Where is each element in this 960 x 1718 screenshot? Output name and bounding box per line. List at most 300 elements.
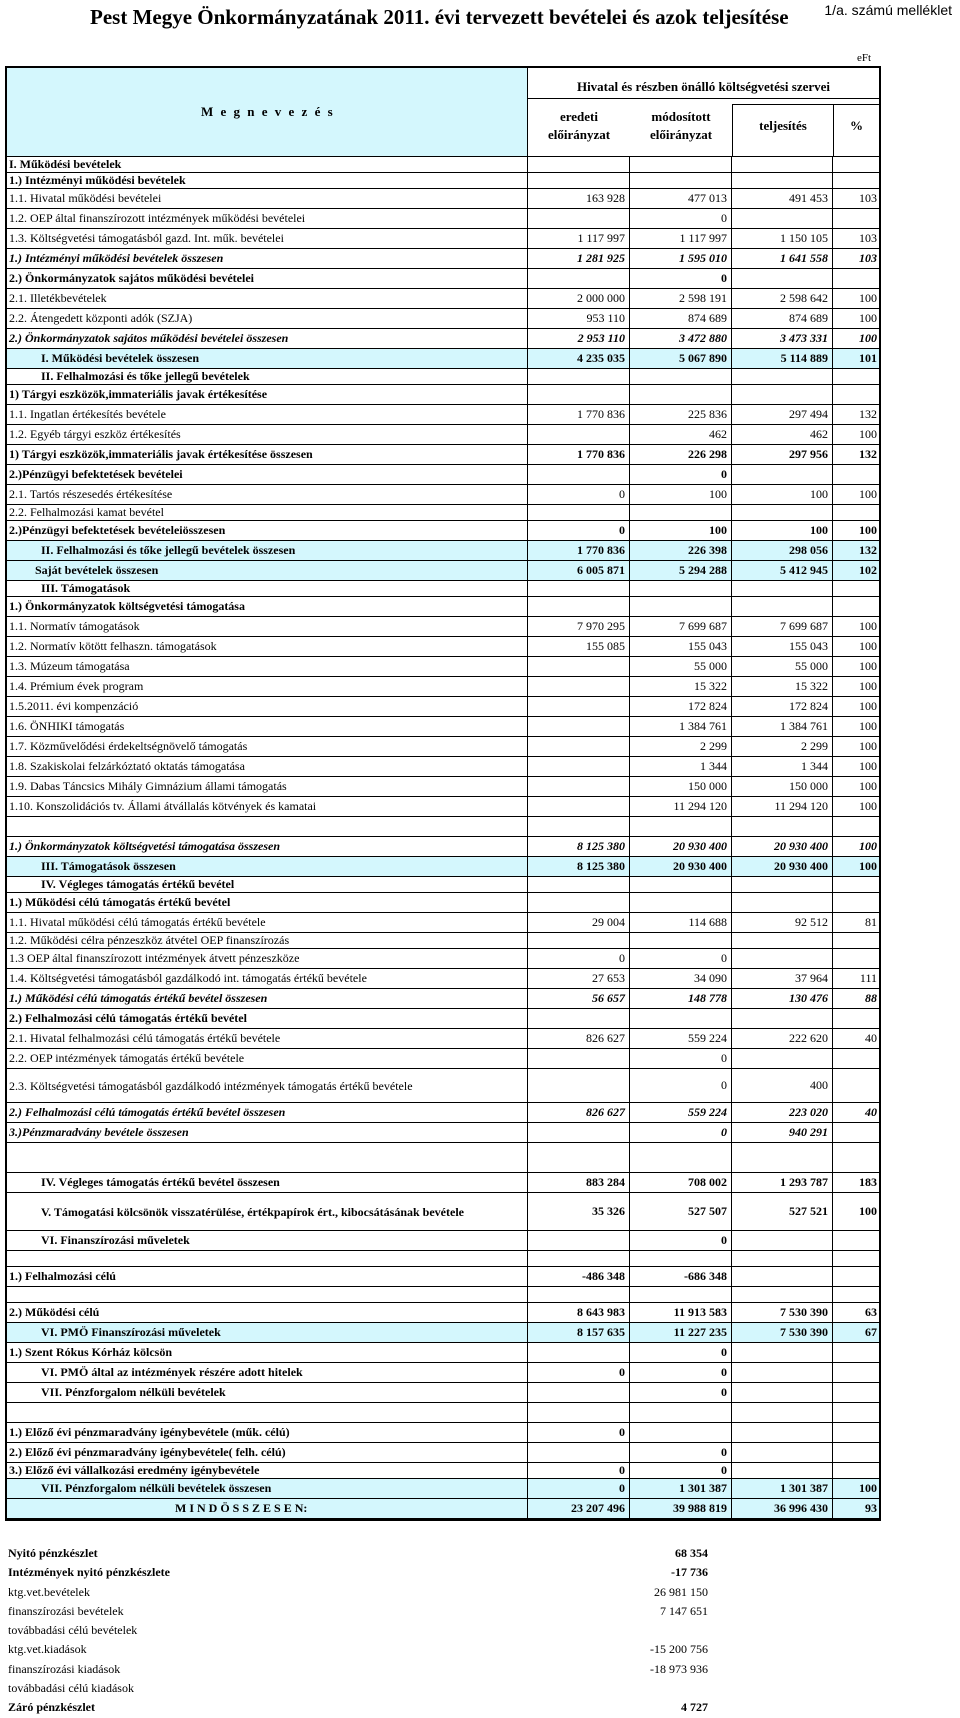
table-row: [7, 229, 879, 249]
table-row: [7, 1029, 879, 1049]
modified-estimate-cell: 100: [629, 521, 731, 540]
fulfillment-cell: 298 056: [731, 541, 832, 560]
row-label: VI. PMÖ Finanszírozási műveletek: [41, 1325, 221, 1339]
original-estimate-cell: 2 000 000: [527, 289, 629, 308]
original-estimate-cell: [527, 369, 629, 384]
table-row: [7, 1143, 879, 1173]
row-label: 1.2. Egyéb tárgyi eszköz értékesítés: [9, 427, 181, 441]
original-estimate-cell: [527, 1143, 629, 1172]
modified-estimate-cell: 55 000: [629, 657, 731, 676]
modified-estimate-cell: [629, 877, 731, 892]
modified-estimate-cell: 0: [629, 1443, 731, 1462]
page-title: Pest Megye Önkormányzatának 2011. évi tervezett bevételei és azok teljesítése: [90, 5, 789, 29]
fulfillment-cell: 7 530 390: [731, 1303, 832, 1322]
percent-cell: 100: [832, 697, 879, 716]
row-label: III. Támogatások összesen: [41, 859, 176, 873]
summary-label: ktg.vet.kiadások: [8, 1642, 87, 1657]
percent-cell: [832, 1267, 879, 1286]
row-label: IV. Végleges támogatás értékű bevétel összesen: [41, 1175, 280, 1189]
modified-estimate-cell: 11 913 583: [629, 1303, 731, 1322]
modified-estimate-cell: 20 930 400: [629, 837, 731, 856]
table-row: [7, 597, 879, 617]
fulfillment-cell: 7 699 687: [731, 617, 832, 636]
percent-cell: [832, 1443, 879, 1462]
modified-estimate-cell: 7 699 687: [629, 617, 731, 636]
summary-label: Záró pénzkészlet: [8, 1700, 95, 1715]
percent-cell: 111: [832, 969, 879, 988]
original-estimate-cell: 155 085: [527, 637, 629, 656]
fulfillment-cell: 1 641 558: [731, 249, 832, 268]
percent-cell: [832, 933, 879, 948]
row-label: I. Működési bevételek összesen: [41, 351, 199, 365]
modified-estimate-cell: 2 598 191: [629, 289, 731, 308]
row-label: IV. Végleges támogatás értékű bevétel: [41, 877, 235, 891]
fulfillment-cell: 297 494: [731, 405, 832, 424]
percent-cell: 100: [832, 797, 879, 816]
row-label: VI. PMÖ által az intézmények részére adott hitelek: [41, 1365, 303, 1379]
percent-cell: 100: [832, 777, 879, 796]
fulfillment-cell: 5 412 945: [731, 561, 832, 580]
modified-estimate-cell: 5 294 288: [629, 561, 731, 580]
fulfillment-cell: [731, 209, 832, 228]
original-estimate-cell: 0: [527, 949, 629, 968]
row-label: 2.) Előző évi pénzmaradvány igénybevétele( felh. célú): [9, 1445, 286, 1459]
original-estimate-cell: 163 928: [527, 189, 629, 208]
original-estimate-cell: [527, 933, 629, 948]
percent-cell: [832, 1383, 879, 1402]
row-label: 1.3. Költségvetési támogatásból gazd. Int. műk. bevételei: [9, 231, 284, 245]
row-label: [7, 1403, 527, 1422]
fulfillment-cell: [731, 933, 832, 948]
fulfillment-cell: [731, 369, 832, 384]
percent-cell: [832, 817, 879, 836]
row-label: 2.) Önkormányzatok sajátos működési bevételei összesen: [9, 331, 289, 345]
table-row: [7, 857, 879, 877]
summary-row: [8, 1679, 708, 1698]
row-label: 2.2. Átengedett központi adók (SZJA): [9, 311, 193, 325]
percent-cell: [832, 581, 879, 596]
summary-row: [8, 1621, 708, 1640]
percent-cell: 100: [832, 857, 879, 876]
fulfillment-cell: [731, 1267, 832, 1286]
fulfillment-cell: [731, 893, 832, 912]
modified-estimate-cell: [629, 157, 731, 172]
percent-cell: 100: [832, 837, 879, 856]
original-estimate-cell: [527, 1383, 629, 1402]
table-row: [7, 1287, 879, 1303]
fulfillment-cell: 527 521: [731, 1193, 832, 1230]
row-label: 1.) Önkormányzatok költségvetési támogatása összesen: [9, 839, 281, 853]
summary-label: ktg.vet.bevételek: [8, 1584, 90, 1599]
row-label: III. Támogatások: [41, 581, 131, 595]
table-row: [7, 797, 879, 817]
org-header: Hivatal és részben önálló költségvetési szervei: [528, 76, 879, 99]
fulfillment-cell: [731, 581, 832, 596]
row-label: 2.)Pénzügyi befektetések bevételeiösszesen: [9, 523, 226, 537]
modified-estimate-cell: [629, 369, 731, 384]
percent-cell: 100: [832, 521, 879, 540]
fulfillment-cell: 1 384 761: [731, 717, 832, 736]
row-label: 1.8. Szakiskolai felzárkóztató oktatás támogatása: [9, 759, 245, 773]
original-estimate-cell: 1 281 925: [527, 249, 629, 268]
modified-estimate-cell: [629, 597, 731, 616]
row-label: II. Felhalmozási és tőke jellegű bevételek: [41, 369, 250, 383]
original-estimate-cell: [527, 269, 629, 288]
table-row: [7, 349, 879, 369]
modified-estimate-cell: 39 988 819: [629, 1499, 731, 1518]
table-row: [7, 1303, 879, 1323]
table-row: [7, 933, 879, 949]
row-label: [7, 1251, 527, 1266]
percent-cell: 88: [832, 989, 879, 1008]
modified-estimate-cell: 11 227 235: [629, 1323, 731, 1342]
row-label: 1.) Szent Rókus Kórház kölcsön: [9, 1345, 173, 1359]
table-row: [7, 697, 879, 717]
original-estimate-cell: [527, 1009, 629, 1028]
annex-label: 1/a. számú melléklet: [824, 2, 952, 18]
summary-value: 7 147 651: [660, 1603, 708, 1618]
modified-estimate-cell: 114 688: [629, 913, 731, 932]
original-estimate-cell: 1 770 836: [527, 541, 629, 560]
original-estimate-cell: 883 284: [527, 1173, 629, 1192]
modified-estimate-cell: 0: [629, 1363, 731, 1382]
original-estimate-cell: [527, 1231, 629, 1250]
row-label: VII. Pénzforgalom nélküli bevételek összesen: [41, 1481, 272, 1495]
original-estimate-cell: [527, 817, 629, 836]
row-label: 2.3. Költségvetési támogatásból gazdálkodó intézmények támogatás értékű bevétele: [9, 1079, 413, 1093]
fulfillment-cell: 130 476: [731, 989, 832, 1008]
table-row: [7, 1323, 879, 1343]
modified-estimate-cell: 0: [629, 949, 731, 968]
fulfillment-cell: 874 689: [731, 309, 832, 328]
org-header-group: [527, 68, 879, 156]
table-row: [7, 1423, 879, 1443]
original-estimate-cell: [527, 877, 629, 892]
fulfillment-cell: 1 344: [731, 757, 832, 776]
original-estimate-cell: -486 348: [527, 1267, 629, 1286]
original-estimate-cell: [527, 1403, 629, 1422]
row-label: [7, 1143, 527, 1172]
original-estimate-cell: [527, 1123, 629, 1142]
table-row: [7, 817, 879, 837]
table-row: [7, 757, 879, 777]
original-estimate-cell: [527, 893, 629, 912]
fulfillment-cell: [731, 1383, 832, 1402]
fulfillment-cell: [731, 597, 832, 616]
percent-cell: 102: [832, 561, 879, 580]
percent-cell: [832, 949, 879, 968]
table-row: [7, 157, 879, 173]
fulfillment-cell: [731, 1443, 832, 1462]
modified-estimate-header: módosított előirányzat: [649, 109, 713, 142]
percent-cell: 40: [832, 1029, 879, 1048]
modified-estimate-cell: 0: [629, 1049, 731, 1068]
modified-estimate-cell: 0: [629, 269, 731, 288]
row-label: 1.1. Ingatlan értékesítés bevétele: [9, 407, 166, 421]
table-row: [7, 1479, 879, 1499]
percent-cell: [832, 269, 879, 288]
percent-cell: [832, 1009, 879, 1028]
table-row: [7, 289, 879, 309]
table-row: [7, 1499, 879, 1519]
table-row: [7, 1069, 879, 1103]
modified-estimate-cell: 226 398: [629, 541, 731, 560]
summary-value: -15 200 756: [650, 1642, 708, 1657]
table-row: [7, 173, 879, 189]
row-label: VII. Pénzforgalom nélküli bevételek: [41, 1385, 226, 1399]
summary-value: 26 981 150: [654, 1584, 708, 1599]
modified-estimate-cell: 100: [629, 485, 731, 504]
original-estimate-cell: 1 117 997: [527, 229, 629, 248]
original-estimate-cell: 2 953 110: [527, 329, 629, 348]
modified-estimate-cell: 5 067 890: [629, 349, 731, 368]
table-row: [7, 837, 879, 857]
table-row: [7, 269, 879, 289]
table-row: [7, 209, 879, 229]
modified-estimate-cell: [629, 1143, 731, 1172]
fulfillment-cell: [731, 1049, 832, 1068]
table-row: [7, 617, 879, 637]
percent-cell: 67: [832, 1323, 879, 1342]
modified-estimate-cell: 0: [629, 1231, 731, 1250]
table-row: [7, 1267, 879, 1287]
original-estimate-cell: 953 110: [527, 309, 629, 328]
table-row: [7, 717, 879, 737]
original-estimate-cell: 4 235 035: [527, 349, 629, 368]
row-label: 2.2. OEP intézmények támogatás értékű bevétele: [9, 1051, 245, 1065]
percent-cell: [832, 1287, 879, 1302]
percent-cell: [832, 505, 879, 520]
original-estimate-cell: [527, 1443, 629, 1462]
table-row: [7, 465, 879, 485]
table-row: [7, 561, 879, 581]
fulfillment-cell: [731, 173, 832, 188]
fulfillment-cell: 1 150 105: [731, 229, 832, 248]
original-estimate-cell: 6 005 871: [527, 561, 629, 580]
fulfillment-cell: 11 294 120: [731, 797, 832, 816]
original-estimate-cell: [527, 209, 629, 228]
original-estimate-cell: [527, 1287, 629, 1302]
row-label: [7, 817, 527, 836]
fulfillment-cell: 150 000: [731, 777, 832, 796]
table-row: [7, 1231, 879, 1251]
percent-cell: [832, 1143, 879, 1172]
modified-estimate-cell: 226 298: [629, 445, 731, 464]
table-row: [7, 1009, 879, 1029]
percent-cell: [832, 1423, 879, 1442]
fulfillment-cell: 491 453: [731, 189, 832, 208]
modified-estimate-cell: 1 595 010: [629, 249, 731, 268]
percent-cell: [832, 1363, 879, 1382]
fulfillment-cell: [731, 465, 832, 484]
percent-cell: 103: [832, 249, 879, 268]
percent-cell: 101: [832, 349, 879, 368]
row-label: VI. Finanszírozási műveletek: [41, 1233, 190, 1247]
table-row: [7, 541, 879, 561]
fulfillment-cell: [731, 1343, 832, 1362]
percent-cell: 40: [832, 1103, 879, 1122]
original-estimate-cell: [527, 157, 629, 172]
modified-estimate-cell: 2 299: [629, 737, 731, 756]
original-estimate-cell: 27 653: [527, 969, 629, 988]
name-column-header: [7, 68, 527, 156]
fulfillment-cell: 223 020: [731, 1103, 832, 1122]
row-label: 1) Tárgyi eszközök,immateriális javak értékesítése összesen: [9, 447, 313, 461]
table-row: [7, 1343, 879, 1363]
percent-cell: [832, 173, 879, 188]
modified-estimate-cell: 148 778: [629, 989, 731, 1008]
fulfillment-cell: [731, 269, 832, 288]
percent-cell: [832, 877, 879, 892]
table-row: [7, 913, 879, 933]
percent-cell: 100: [832, 309, 879, 328]
fulfillment-cell: 2 598 642: [731, 289, 832, 308]
modified-estimate-cell: 874 689: [629, 309, 731, 328]
percent-cell: [832, 1463, 879, 1478]
summary-row: [8, 1640, 708, 1659]
summary-value: 68 354: [675, 1546, 708, 1560]
table-row: [7, 521, 879, 541]
percent-cell: [832, 1403, 879, 1422]
row-label: 2.2. Felhalmozási kamat bevétel: [9, 505, 164, 519]
percent-cell: 100: [832, 329, 879, 348]
modified-estimate-cell: 172 824: [629, 697, 731, 716]
original-estimate-cell: [527, 757, 629, 776]
percent-cell: 100: [832, 617, 879, 636]
row-label: 1.2. OEP által finanszírozott intézmények működési bevételei: [9, 211, 306, 225]
modified-estimate-cell: 0: [629, 465, 731, 484]
table-row: [7, 877, 879, 893]
percent-cell: 183: [832, 1173, 879, 1192]
original-estimate-cell: [527, 1343, 629, 1362]
modified-estimate-cell: 0: [629, 1463, 731, 1478]
row-label: 1.) Önkormányzatok költségvetési támogatása: [9, 599, 245, 613]
row-label: 1.) Működési célú támogatás értékű bevétel: [9, 895, 231, 909]
table-row: [7, 949, 879, 969]
row-label: Saját bevételek összesen: [35, 563, 159, 577]
modified-estimate-cell: [629, 505, 731, 520]
fulfillment-cell: [731, 1009, 832, 1028]
fulfillment-cell: [731, 385, 832, 404]
fulfillment-cell: 297 956: [731, 445, 832, 464]
percent-cell: 100: [832, 757, 879, 776]
fulfillment-cell: 36 996 430: [731, 1499, 832, 1518]
fulfillment-cell: 100: [731, 521, 832, 540]
table-row: [7, 445, 879, 465]
row-label: 2.) Felhalmozási célú támogatás értékű bevétel összesen: [9, 1105, 286, 1119]
percent-cell: 132: [832, 405, 879, 424]
table-row: [7, 1049, 879, 1069]
row-label: 1.5.2011. évi kompenzáció: [9, 699, 139, 713]
modified-estimate-cell: 1 384 761: [629, 717, 731, 736]
percent-cell: 100: [832, 737, 879, 756]
table-row: [7, 989, 879, 1009]
table-row: [7, 1123, 879, 1143]
table-header: [7, 68, 879, 157]
fulfillment-cell: 400: [731, 1069, 832, 1102]
fulfillment-cell: 2 299: [731, 737, 832, 756]
table-row: [7, 385, 879, 405]
summary-row: [8, 1698, 708, 1717]
row-label: 2.1. Hivatal felhalmozási célú támogatás értékű bevétele: [9, 1031, 281, 1045]
percent-cell: 100: [832, 657, 879, 676]
fulfillment-cell: 222 620: [731, 1029, 832, 1048]
row-label: 1.) Intézményi működési bevételek összesen: [9, 251, 224, 265]
modified-estimate-cell: 34 090: [629, 969, 731, 988]
table-row: [7, 969, 879, 989]
row-label: 2.) Önkormányzatok sajátos működési bevételei: [9, 271, 254, 285]
percent-cell: [832, 893, 879, 912]
table-row: [7, 249, 879, 269]
table-row: [7, 309, 879, 329]
row-label: 1.4. Prémium évek program: [9, 679, 144, 693]
fulfillment-cell: 1 301 387: [731, 1479, 832, 1498]
modified-estimate-cell: 477 013: [629, 189, 731, 208]
fulfillment-cell: 940 291: [731, 1123, 832, 1142]
row-label: 1.7. Közművelődési érdekeltségnövelő támogatás: [9, 739, 248, 753]
percent-cell: 100: [832, 1193, 879, 1230]
modified-estimate-cell: 0: [629, 209, 731, 228]
summary-label: továbbadási célú kiadások: [8, 1681, 134, 1696]
percent-cell: [832, 1231, 879, 1250]
percent-cell: 93: [832, 1499, 879, 1518]
modified-estimate-cell: [629, 1251, 731, 1266]
fulfillment-cell: 172 824: [731, 697, 832, 716]
original-estimate-cell: [527, 425, 629, 444]
summary-label: finanszírozási kiadások: [8, 1661, 121, 1676]
row-label: 1.3. Múzeum támogatása: [9, 659, 130, 673]
fulfillment-cell: 20 930 400: [731, 857, 832, 876]
table-row: [7, 485, 879, 505]
modified-estimate-cell: [629, 581, 731, 596]
original-estimate-cell: [527, 385, 629, 404]
percent-cell: [832, 209, 879, 228]
percent-cell: 132: [832, 541, 879, 560]
fulfillment-cell: [731, 1231, 832, 1250]
modified-estimate-cell: [629, 1009, 731, 1028]
fulfillment-cell: 3 473 331: [731, 329, 832, 348]
table-row: [7, 657, 879, 677]
original-estimate-cell: 826 627: [527, 1029, 629, 1048]
percent-cell: [832, 597, 879, 616]
modified-estimate-cell: 155 043: [629, 637, 731, 656]
modified-estimate-cell: [629, 1287, 731, 1302]
table-row: [7, 425, 879, 445]
modified-estimate-cell: 3 472 880: [629, 329, 731, 348]
percent-cell: [832, 369, 879, 384]
row-label: 2.)Pénzügyi befektetések bevételei: [9, 467, 183, 481]
table-row: [7, 777, 879, 797]
fulfillment-cell: [731, 877, 832, 892]
modified-estimate-cell: 225 836: [629, 405, 731, 424]
fulfillment-cell: [731, 1287, 832, 1302]
summary-row: [8, 1660, 708, 1679]
row-label: 1.1. Hivatal működési bevételei: [9, 191, 162, 205]
table-row: [7, 1383, 879, 1403]
original-estimate-header: eredeti előirányzat: [547, 109, 611, 142]
table-row: [7, 637, 879, 657]
fulfillment-cell: 155 043: [731, 637, 832, 656]
row-label: 1.2. Működési célra pénzeszköz átvétel OEP finanszírozás: [9, 933, 290, 947]
modified-estimate-cell: 559 224: [629, 1103, 731, 1122]
percent-cell: 100: [832, 717, 879, 736]
summary-value: 4 727: [681, 1700, 708, 1715]
fulfillment-cell: 37 964: [731, 969, 832, 988]
table-row: [7, 369, 879, 385]
fulfillment-cell: 100: [731, 485, 832, 504]
modified-estimate-cell: 20 930 400: [629, 857, 731, 876]
modified-estimate-cell: [629, 893, 731, 912]
